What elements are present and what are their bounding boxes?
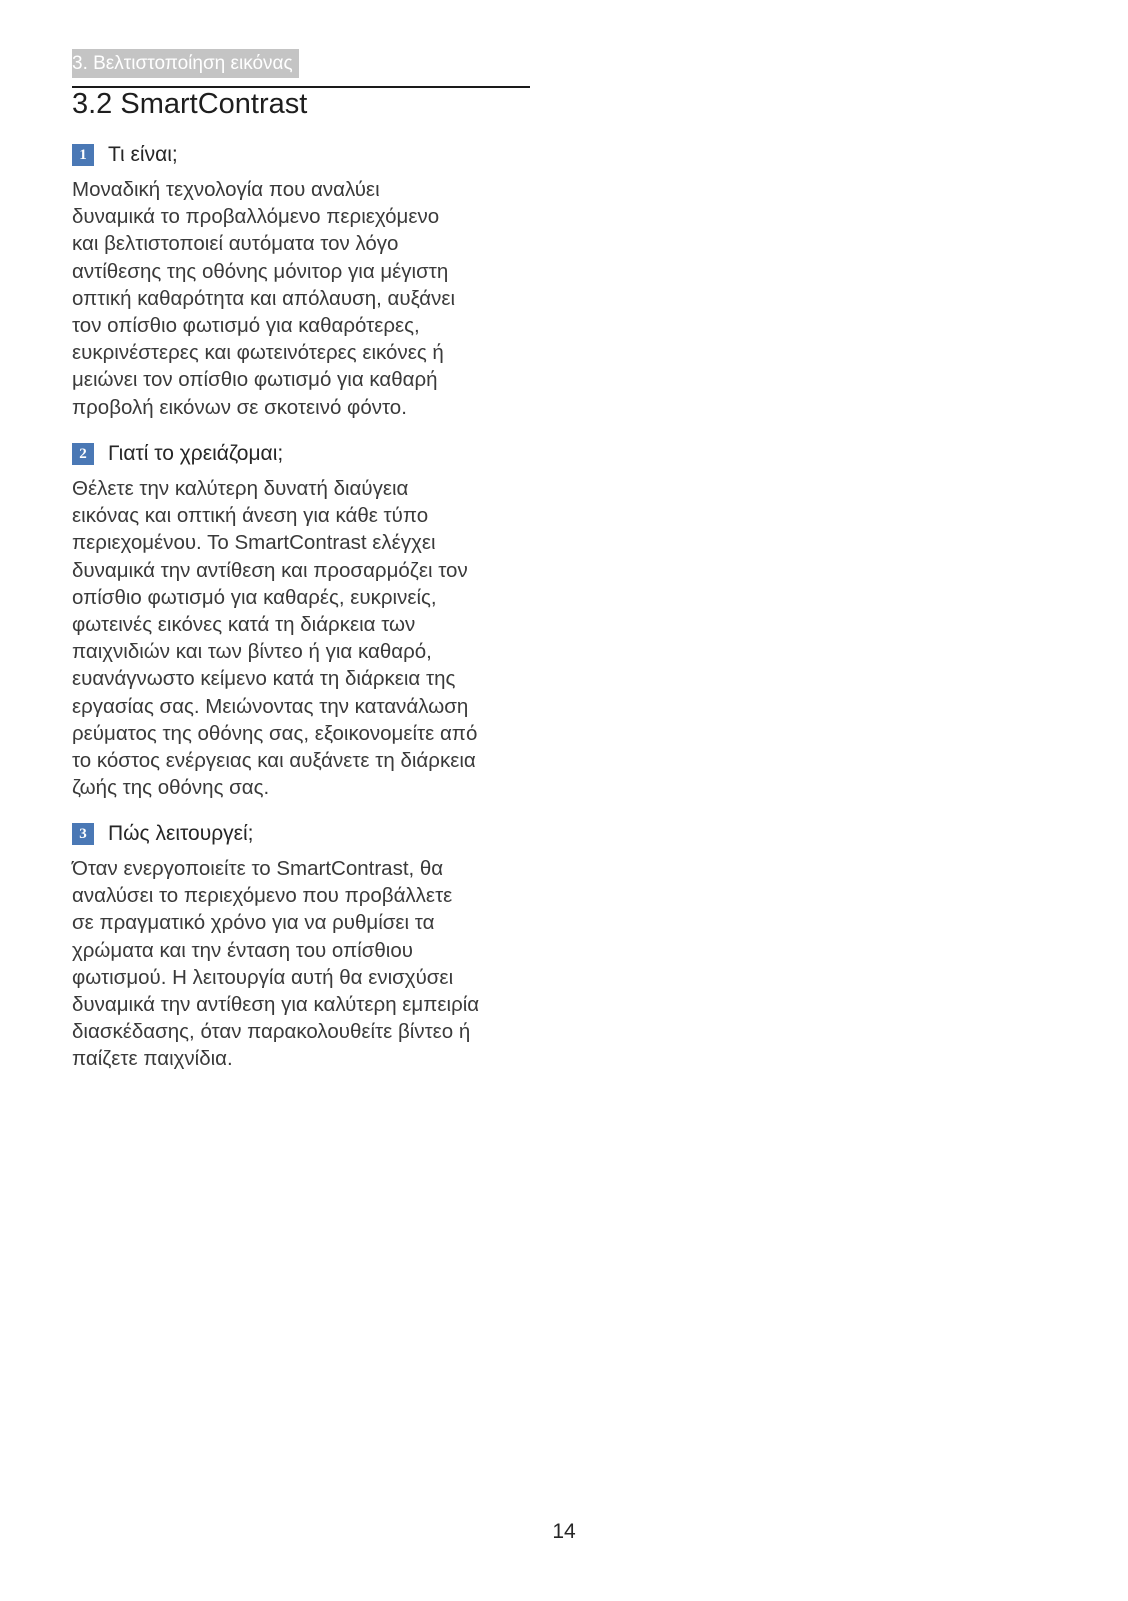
- body-line: και βελτιστοποιεί αυτόματα τον λόγο: [72, 232, 399, 256]
- body-line: δυναμικά την αντίθεση για καλύτερη εμπειρία: [72, 993, 480, 1017]
- body-line: χρώματα και την ένταση του οπίσθιου: [72, 938, 413, 962]
- body-line: αντίθεσης της οθόνης μόνιτορ για μέγιστη: [72, 259, 449, 283]
- body-line: Όταν ενεργοποιείτε το SmartContrast, θα: [72, 857, 444, 880]
- section-2-heading: [72, 442, 283, 466]
- body-line: περιεχομένου. Το SmartContrast ελέγχει: [72, 531, 436, 555]
- body-line: διασκέδασης, όταν παρακολουθείτε βίντεο ή: [72, 1020, 471, 1044]
- body-line: τον οπίσθιο φωτισμό για καθαρότερες,: [72, 314, 420, 338]
- body-line: το κόστος ενέργειας και αυξάνετε τη διάρκεια: [72, 749, 476, 773]
- body-line: φωτεινές εικόνες κατά τη διάρκεια των: [72, 613, 416, 637]
- section-label: 3. Βελτιστοποίηση εικόνας: [72, 49, 299, 78]
- body-line: σε πραγματικό χρόνο για να ρυθμίσει τα: [72, 911, 435, 935]
- body-line: οπτική καθαρότητα και απόλαυση, αυξάνει: [72, 286, 456, 310]
- body-line: Μοναδική τεχνολογία που αναλύει: [72, 178, 380, 201]
- body-line: ζωής της οθόνης σας.: [72, 776, 270, 800]
- section-1-number-badge: 1: [72, 144, 94, 166]
- body-line: ευκρινέστερες και φωτεινότερες εικόνες ή: [72, 341, 444, 365]
- section-3-body: [72, 855, 542, 1073]
- section-2-title: Γιατί το χρειάζομαι;: [108, 442, 284, 465]
- body-line: εργασίας σας. Μειώνοντας την κατανάλωση: [72, 694, 469, 718]
- body-line: δυναμικά την αντίθεση και προσαρμόζει τον: [72, 558, 468, 582]
- page-title: 3.2 SmartContrast: [72, 88, 308, 120]
- section-2-number-badge: 2: [72, 443, 94, 465]
- body-line: οπίσθιο φωτισμό για καθαρές, ευκρινείς,: [72, 585, 437, 609]
- body-line: εικόνας και οπτική άνεση για κάθε τύπο: [72, 504, 429, 528]
- section-3-number-badge: 3: [72, 823, 94, 845]
- body-line: μειώνει τον οπίσθιο φωτισμό για καθαρή: [72, 368, 438, 392]
- body-line: Θέλετε την καλύτερη δυνατή διαύγεια: [72, 477, 409, 500]
- body-line: αναλύσει το περιεχόμενο που προβάλλετε: [72, 884, 453, 908]
- section-3-heading: [72, 822, 254, 846]
- section-1-heading: [72, 143, 178, 167]
- page-number: 14: [552, 1520, 576, 1543]
- section-1-title: Τι είναι;: [108, 143, 178, 166]
- section-3-title: Πώς λειτουργεί;: [108, 822, 254, 845]
- body-line: προβολή εικόνων σε σκοτεινό φόντο.: [72, 395, 407, 419]
- section-2-body: [72, 475, 542, 801]
- body-line: παιχνιδιών και των βίντεο ή για καθαρό,: [72, 640, 432, 664]
- body-line: δυναμικά το προβαλλόμενο περιεχόμενο: [72, 205, 440, 229]
- body-line: παίζετε παιχνίδια.: [72, 1047, 233, 1071]
- section-1-body: [72, 176, 542, 421]
- body-line: φωτισμού. Η λειτουργία αυτή θα ενισχύσει: [72, 965, 454, 989]
- body-line: ρεύματος της οθόνης σας, εξοικονομείτε από: [72, 721, 478, 745]
- body-line: ευανάγνωστο κείμενο κατά τη διάρκεια της: [72, 667, 456, 691]
